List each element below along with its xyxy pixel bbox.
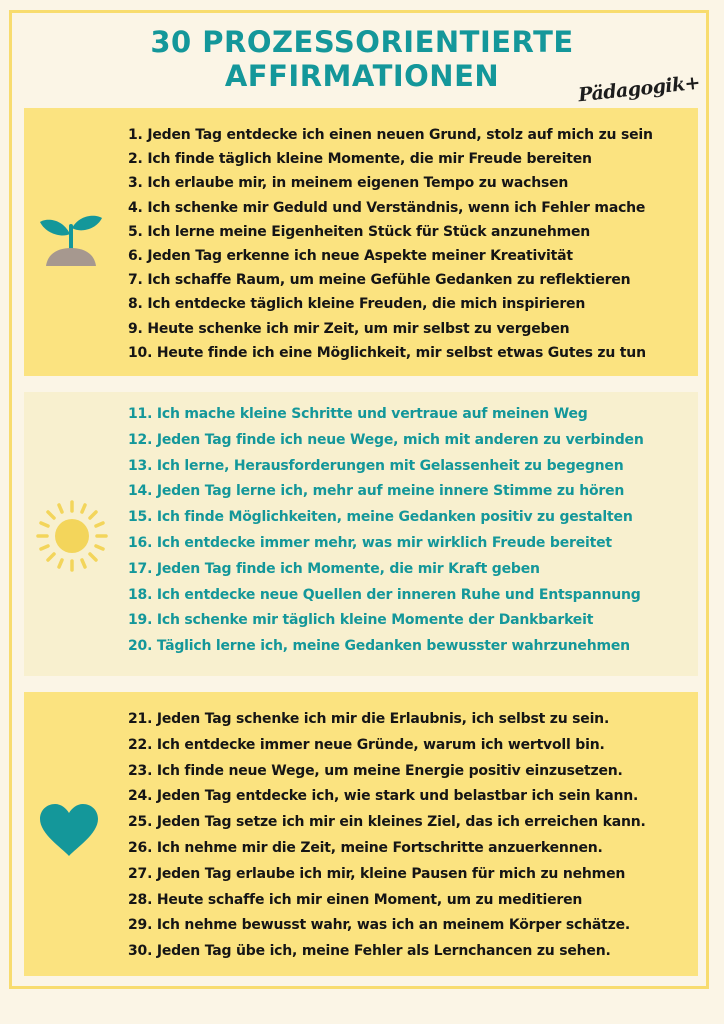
list-item: 21. Jeden Tag schenke ich mir die Erlaubnis, ich selbst zu sein. [128,711,610,727]
list-item: 20. Täglich lerne ich, meine Gedanken bewusster wahrzunehmen [128,638,630,655]
list-item: 18. Ich entdecke neue Quellen der inneren Ruhe und Entspannung [128,586,641,603]
list-item: 7. Ich schaffe Raum, um meine Gefühle Gedanken zu reflektieren [128,272,631,289]
list-item: 1. Jeden Tag entdecke ich einen neuen Grund, stolz auf mich zu sein [128,127,653,143]
list-item: 27. Jeden Tag erlaube ich mir, kleine Pausen für mich zu nehmen [128,865,626,882]
list-item: 17. Jeden Tag finde ich Momente, die mir Kraft geben [128,560,540,577]
list-item: 11. Ich mache kleine Schritte und vertraue auf meinen Weg [128,406,588,422]
list-item: 16. Ich entdecke immer mehr, was mir wirklich Freude bereitet [128,534,612,551]
list-item: 25. Jeden Tag setze ich mir ein kleines Ziel, das ich erreichen kann. [128,814,646,831]
list-item: 23. Ich finde neue Wege, um meine Energie positiv einzusetzen. [128,762,623,779]
list-item: 3. Ich erlaube mir, in meinem eigenen Tempo zu wachsen [128,175,569,192]
affirmation-section-3 [24,692,698,976]
list-item: 12. Jeden Tag finde ich neue Wege, mich mit anderen zu verbinden [128,431,644,448]
list-item: 6. Jeden Tag erkenne ich neue Aspekte meiner Kreativität [128,248,573,265]
list-item: 15. Ich finde Möglichkeiten, meine Gedanken positiv zu gestalten [128,509,633,526]
brand-logo: Pädagogik+ [577,71,702,107]
affirmation-section-2 [24,392,698,676]
page-title-line-2: AFFIRMATIONEN [224,59,500,93]
page-title-line-1: 30 PROZESSORIENTIERTE [150,25,574,59]
list-item: 13. Ich lerne, Herausforderungen mit Gelassenheit zu begegnen [128,457,624,474]
list-item: 29. Ich nehme bewusst wahr, was ich an meinem Körper schätze. [128,917,630,934]
list-item: 22. Ich entdecke immer neue Gründe, warum ich wertvoll bin. [128,736,605,753]
heart-icon [38,802,100,862]
list-item: 24. Jeden Tag entdecke ich, wie stark und belastbar ich sein kann. [128,788,639,805]
list-item: 8. Ich entdecke täglich kleine Freuden, die mich inspirieren [128,296,586,313]
list-item: 5. Ich lerne meine Eigenheiten Stück für Stück anzunehmen [128,223,591,240]
list-item: 14. Jeden Tag lerne ich, mehr auf meine innere Stimme zu hören [128,483,625,500]
affirmation-list-2 [128,402,692,660]
affirmation-section-1 [24,108,698,376]
list-item: 4. Ich schenke mir Geduld und Verständnis, wenn ich Fehler mache [128,199,646,216]
list-item: 9. Heute schenke ich mir Zeit, um mir selbst zu vergeben [128,320,570,337]
list-item: 26. Ich nehme mir die Zeit, meine Fortschritte anzuerkennen. [128,839,603,856]
list-item: 28. Heute schaffe ich mir einen Moment, um zu meditieren [128,891,583,908]
list-item: 19. Ich schenke mir täglich kleine Momente der Dankbarkeit [128,612,594,629]
affirmation-list-1 [128,123,692,365]
plant-icon [38,208,104,272]
affirmation-list-3 [128,707,692,965]
list-item: 10. Heute finde ich eine Möglichkeit, mir selbst etwas Gutes zu tun [128,344,646,361]
list-item: 2. Ich finde täglich kleine Momente, die mir Freude bereiten [128,151,592,168]
list-item: 30. Jeden Tag übe ich, meine Fehler als Lernchancen zu sehen. [128,943,611,960]
sun-icon [34,498,110,578]
